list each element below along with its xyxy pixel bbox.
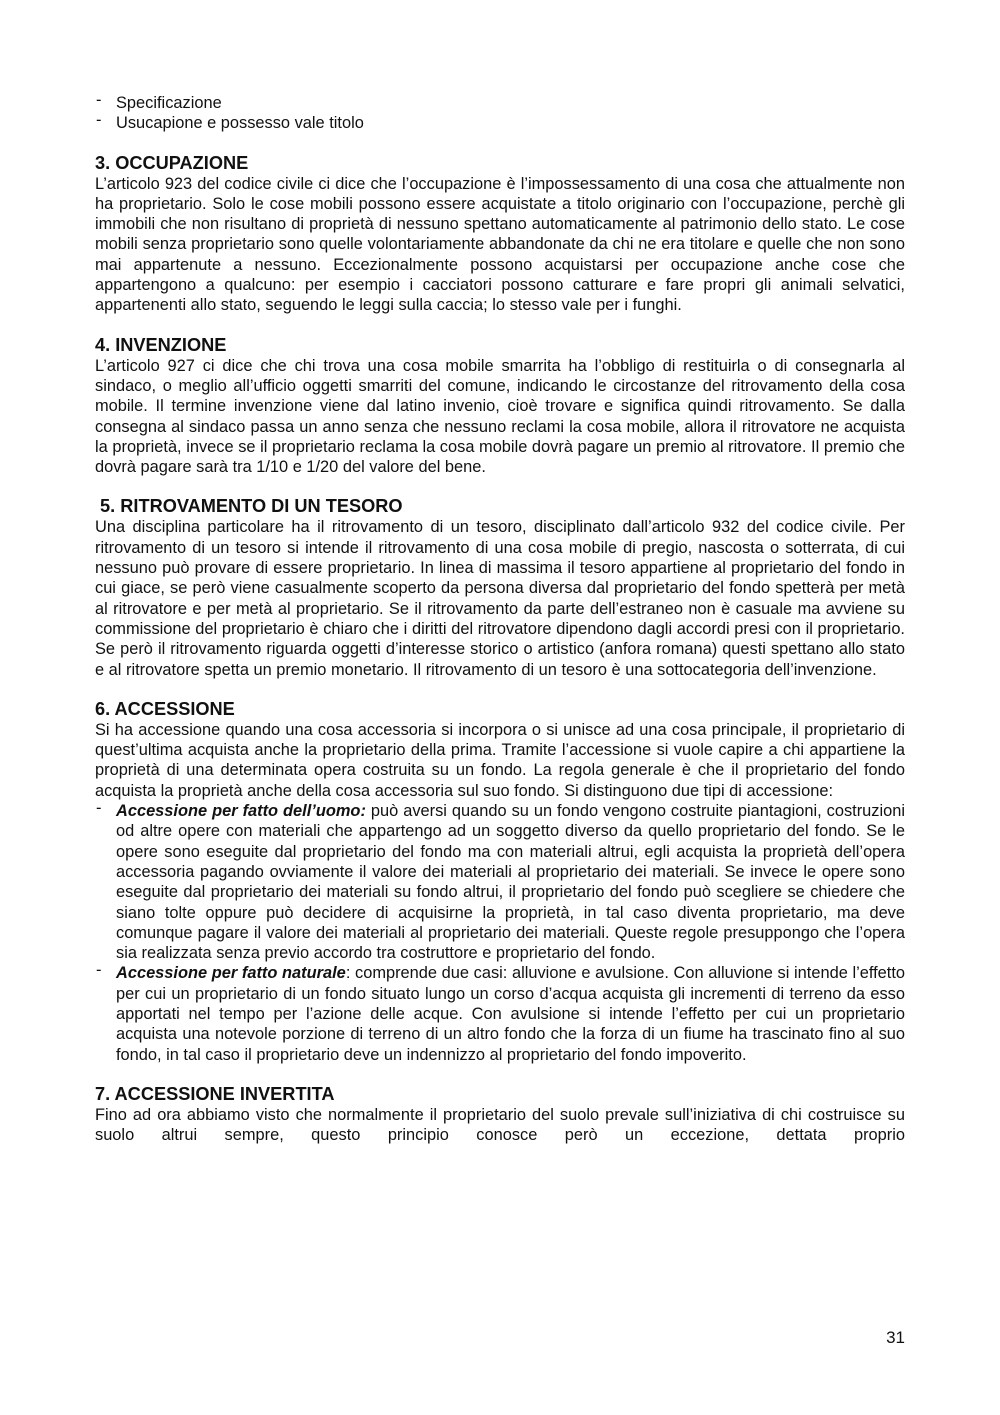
section-heading-accessione: 6. ACCESSIONE	[95, 698, 235, 719]
list-item-text: Specificazione	[116, 94, 222, 112]
list-item	[95, 113, 905, 133]
list-item	[95, 801, 905, 963]
section-body-occupazione: L’articolo 923 del codice civile ci dice che l’occupazione è l’impossessamento di una cosa che attualmente non ha proprietario. Solo le cose mobili possono essere acquistate a titolo originario con l’occupazione, perchè gli immobili che non risultano di proprietà di nessuno spettano automaticamente al patrimonio dello stato. Le cose mobili senza proprietario sono quelle volontariamente abbandonate da chi ne era titolare e quelle che non sono mai appartenute a nessuno. Eccezionalmente possono acquistarsi per occupazione anche cose che appartengono a qualcuno: per esempio i cacciatori possono catturare e fare propri gli animali selvatici, appartenenti allo stato, seguendo le leggi sulla caccia; lo stesso vale per i funghi.	[95, 174, 905, 315]
list-item-text: : comprende due casi: alluvione e avulsione. Con alluvione si intende l’effetto per cui un proprietario di un fondo situato lungo un corso d’acqua acquista gli incrementi di terreno da esso apportati nel tempo per l’azione delle acque. Con avulsione si intende l’effetto per cui un proprietario acquista una notevole porzione di terreno di un altro fondo che la forza di un fiume ha trascinato fino al suo fondo, in tal caso il proprietario deve un indennizzo al proprietario del fondo impoverito.	[116, 964, 905, 1064]
list-item-text: Usucapione e possesso vale titolo	[116, 114, 364, 133]
dash-bullet: -	[96, 799, 102, 818]
section-body-accessione: Si ha accessione quando una cosa accessoria si incorpora o si unisce ad una cosa principale, il proprietario di quest’ultima acquista anche la proprietario della prima. Tramite l’accessione si vuole capire a chi appartiene la proprietà di una determinata opera costruita su un fondo. La regola generale è che il proprietario del fondo acquista la proprietà anche della cosa accessoria sul suo fondo. Si distinguono due tipi di accessione:	[95, 720, 905, 800]
section-heading-invenzione: 4. INVENZIONE	[95, 334, 227, 355]
section-body-accessione-invertita: Fino ad ora abbiamo visto che normalmente il proprietario del suolo prevale sull’iniziativa di chi costruisce su suolo altrui sempre, questo principio conosce però un eccezione, dettata proprio	[95, 1105, 905, 1145]
section-heading-occupazione: 3. OCCUPAZIONE	[95, 152, 249, 173]
section-heading-tesoro: 5. RITROVAMENTO DI UN TESORO	[95, 496, 403, 517]
list-item-term: Accessione per fatto dell’uomo:	[116, 802, 366, 821]
section-body-invenzione: L’articolo 927 ci dice che chi trova una cosa mobile smarrita ha l’obbligo di restituirla o di consegnarla al sindaco, o meglio all’ufficio oggetti smarriti del comune, indicando le circostanze del ritrovamento della cosa mobile. Il termine invenzione viene dal latino invenio, cioè trovare e significa quindi ritrovamento. Se dalla consegna al sindaco passa un anno senza che nessuno reclami la cosa mobile, allora il ritrovatore ne acquista la proprietà, invece se il proprietario reclama la cosa mobile dovrà pagare un premio al ritrovatore. Il premio che dovrà pagare sarà tra 1/10 e 1/20 del valore del bene.	[95, 356, 905, 477]
page-number: 31	[886, 1328, 905, 1347]
list-item-term: Accessione per fatto naturale	[116, 964, 346, 983]
dash-bullet: -	[96, 111, 102, 130]
document-page	[95, 93, 905, 1145]
dash-bullet: -	[96, 961, 102, 980]
list-item	[95, 93, 905, 113]
list-item-text: può aversi quando su un fondo vengono costruite piantagioni, costruzioni od altre opere con materiali che appartengo ad un soggetto diverso da quello proprietario del fondo. Se le opere sono eseguite dal proprietario del fondo ma con materiali altrui, egli acquista la proprietà dell’opera accessoria pagando ovviamente il valore dei materiali al proprietario dei materiali. Se invece le opere sono eseguite dal proprietario dei materiali su fondo altrui, il proprietario del fondo può scegliere se chiedere che siano tolte oppure può decidere di acquisirne la proprietà, in tal caso diventa proprietario, ma deve comunque pagare il valore dei materiali al proprietario dei materiali. Queste regole presuppongo che l’opera sia realizzata senza previo accordo tra costruttore e proprietario del fondo.	[116, 802, 905, 963]
dash-bullet: -	[96, 91, 102, 109]
section-body-tesoro: Una disciplina particolare ha il ritrovamento di un tesoro, disciplinato dall’articolo 932 del codice civile. Per ritrovamento di un tesoro si intende il ritrovamento di una cosa mobile di pregio, nascosta o sotterrata, di cui nessuno può provare di essere proprietario. In linea di massima il tesoro appartiene al proprietario del fondo in cui giace, se però viene casualmente scoperto da persona diversa dal proprietario del fondo spetterà per metà al ritrovatore e per metà al proprietario. Se il ritrovamento da parte dell’estraneo non è casuale ma avviene su commissione del proprietario è chiaro che i diritti del ritrovatore dipendono dagli accordi presi con il proprietario. Se però il ritrovamento riguarda oggetti d’interesse storico o artistico (anfora romana) questi spettano allo stato e al ritrovatore spetta un premio monetario. Il ritrovamento di un tesoro è una sottocategoria dell’invenzione.	[95, 518, 905, 679]
section-heading-accessione-invertita: 7. ACCESSIONE INVERTITA	[95, 1083, 335, 1104]
list-item	[95, 963, 905, 1064]
